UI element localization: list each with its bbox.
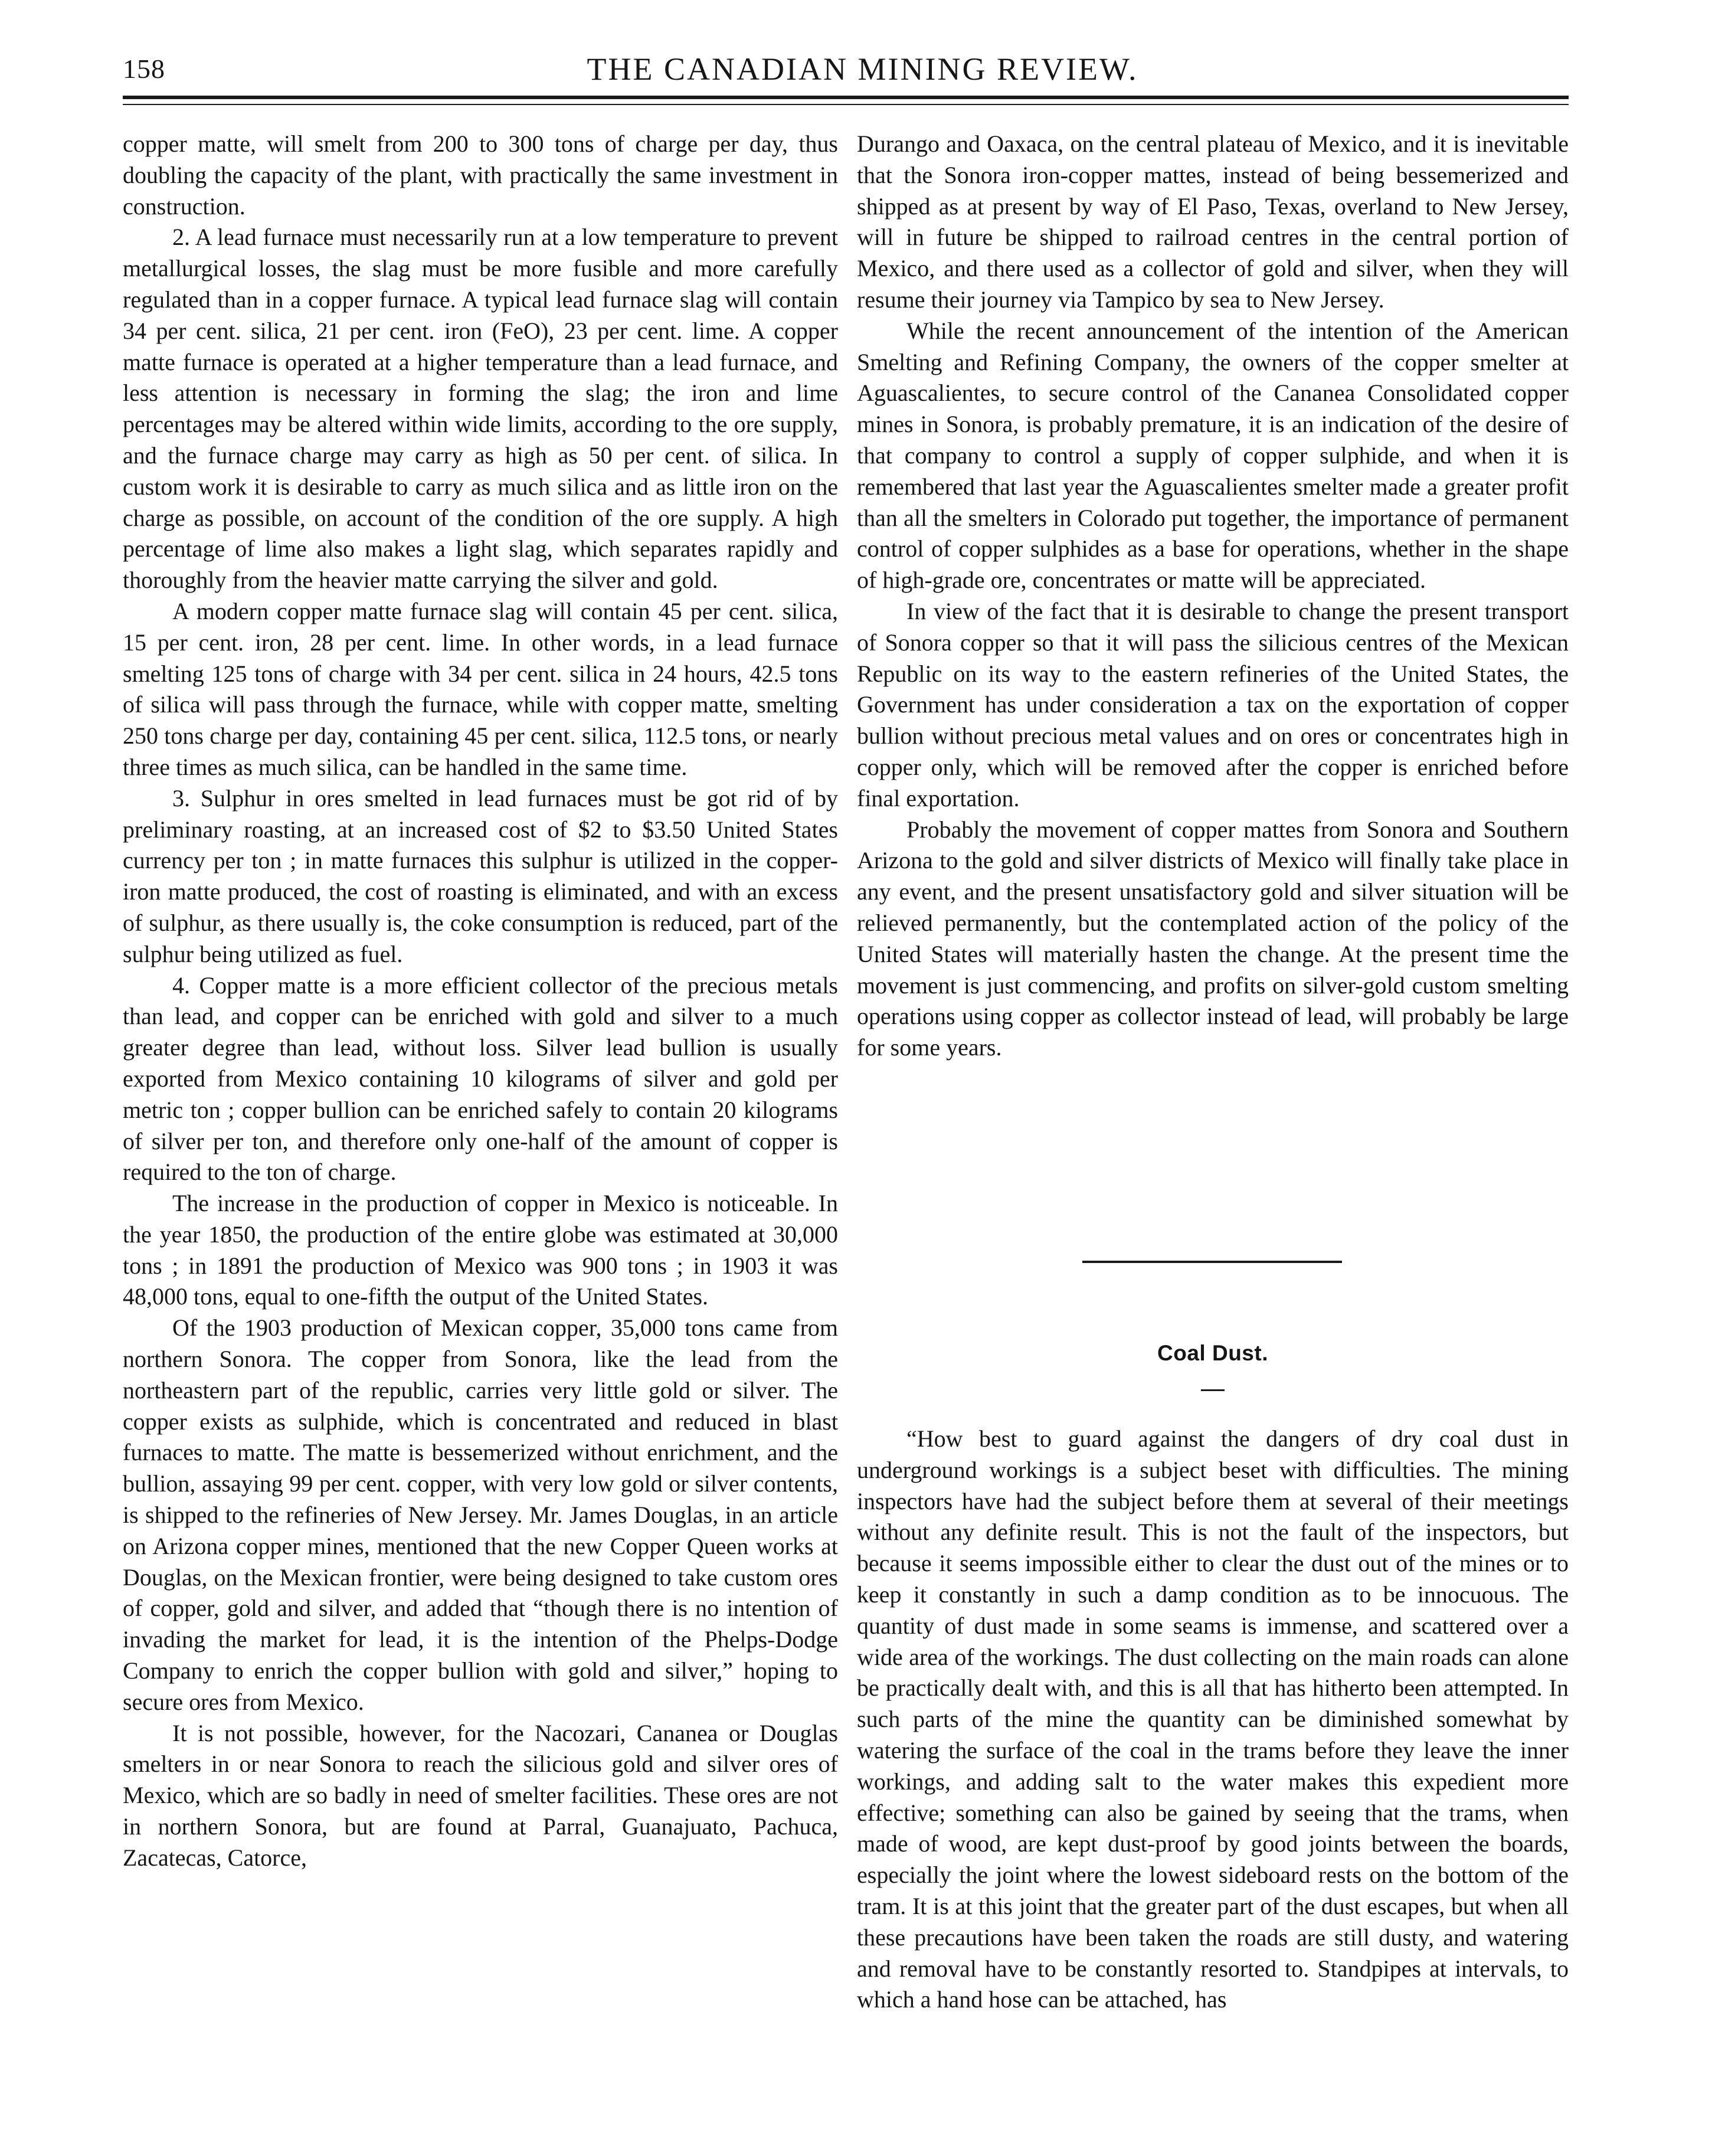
paragraph: 4. Copper matte is a more efficient collector of the precious metals than lead, and copper can be enriched with gold and silver to a much greater degree than lead, without loss. Silver lead bullion is usually exported from Mexico containing 10 kilograms of silver and gold per metric ton ; copper bullion can be enriched safely to contain 20 kilograms of silver per ton, and therefore only one-half of the amount of copper is required to the ton of charge. [123, 971, 838, 1186]
paragraph: 2. A lead furnace must necessarily run at a low temperature to prevent metallurgical losses, the slag must be more fusible and more carefully regulated than in a copper furnace. A typical lead furnace slag will contain 34 per cent. silica, 21 per cent. iron (FeO), 23 per cent. lime. A copper matte furnace is operated at a higher temperature than a lead furnace, and less attention is necessary in forming the slag; the iron and lime percentages may be altered within wide limits, according to the ore supply, and the furnace charge may carry as high as 50 per cent. of silica. In custom work it is desirable to carry as much silica and as little iron on the charge as possible, on account of the condition of the ore supply. A high percentage of lime also makes a light slag, which separates rapidly and thoroughly from the heavier matte carrying the silver and gold. [123, 224, 838, 594]
left-column [123, 129, 838, 1874]
header-rule-thick [123, 96, 1569, 99]
title-dash [1201, 1389, 1225, 1391]
paragraph: 3. Sulphur in ores smelted in lead furnaces must be got rid of by preliminary roasting, at an increased cost of $2 to $3.50 United States currency per ton ; in matte furnaces this sulphur is utilized in the copper-iron matte produced, the cost of roasting is eliminated, and with an excess of sulphur, as there usually is, the coke consumption is reduced, part of the sulphur being utilized as fuel. [123, 784, 838, 967]
paragraph: In view of the fact that it is desirable to change the present transport of Sonora copper so that it will pass the silicious centres of the Mexican Republic on its way to the eastern refineries of the United States, the Government has under consideration a tax on the exportation of copper bullion without precious metal values and on ores or concentrates high in copper only, which will be removed after the copper is enriched before final exportation. [857, 597, 1569, 812]
paragraph: Of the 1903 production of Mexican copper, 35,000 tons came from northern Sonora. The copper from Sonora, like the lead from the northeastern part of the republic, carries very little gold or silver. The copper exists as sulphide, which is concentrated and reduced in blast furnaces to matte. The matte is bessemerized without enrichment, and the bullion, assaying 99 per cent. copper, with very low gold or silver contents, is shipped to the refineries of New Jersey. Mr. James Douglas, in an article on Arizona copper mines, mentioned that the new Copper Queen works at Douglas, on the Mexican frontier, were being designed to take custom ores of copper, gold and silver, and added that “though there is no intention of invading the market for lead, it is the intention of the Phelps-Dodge Company to enrich the copper bullion with gold and silver,” hoping to secure ores from Mexico. [123, 1314, 838, 1715]
right-column [857, 129, 1569, 1064]
paragraph: Durango and Oaxaca, on the central plateau of Mexico, and it is inevitable that the Sonora iron-copper mattes, instead of being bessemerized and shipped as at present by way of El Paso, Texas, overland to New Jersey, will in future be shipped to railroad centres in the central portion of Mexico, and there used as a collector of gold and silver, when they will resume their journey via Tampico by sea to New Jersey. [857, 130, 1569, 313]
paragraph: copper matte, will smelt from 200 to 300 tons of charge per day, thus doubling the capacity of the plant, with practically the same investment in construction. [123, 130, 838, 220]
paragraph: “How best to guard against the dangers of dry coal dust in underground workings is a subject beset with difficulties. The mining inspectors have had the subject before them at several of their meetings without any definite result. This is not the fault of the inspectors, but because it seems impossible either to clear the dust out of the mines or to keep it constantly in such a damp condition as to be innocuous. The quantity of dust made in some seams is immense, and scattered over a wide area of the workings. The dust collecting on the main roads can alone be practically dealt with, and this is all that has hitherto been attempted. In such parts of the mine the quantity can be diminished somewhat by watering the surface of the coal in the trams before they leave the inner workings, and adding salt to the water makes this expedient more effective; something can also be gained by seeing that the trams, when made of wood, are kept dust-proof by good joints between the boards, especially the joint where the lowest sideboard rests on the bottom of the tram. It is at this joint that the greater part of the dust escapes, but when all these precautions have been taken the roads are still dusty, and watering and removal have to be constantly resorted to. Standpipes at intervals, to which a hand hose can be attached, has [857, 1425, 1569, 2013]
paragraph: It is not possible, however, for the Nacozari, Cananea or Douglas smelters in or near Sonora to reach the silicious gold and silver ores of Mexico, which are so badly in need of smelter facilities. These ores are not in northern Sonora, but are found at Parral, Guanajuato, Pachuca, Zacatecas, Catorce, [123, 1719, 838, 1871]
section-divider-rule [1082, 1261, 1342, 1263]
header-rule-thin [123, 104, 1569, 105]
paragraph: A modern copper matte furnace slag will contain 45 per cent. silica, 15 per cent. iron, 28 per cent. lime. In other words, in a lead furnace smelting 125 tons of charge with 34 per cent. silica in 24 hours, 42.5 tons of silica will pass through the furnace, while with copper matte, smelting 250 tons charge per day, containing 45 per cent. silica, 112.5 tons, or nearly three times as much silica, can be handled in the same time. [123, 597, 838, 780]
article-title: Coal Dust. [1157, 1341, 1268, 1365]
coal-dust-article-body [857, 1424, 1569, 2016]
running-head: THE CANADIAN MINING REVIEW. [587, 51, 1138, 87]
paragraph: While the recent announcement of the intention of the American Smelting and Refining Company, the owners of the copper smelter at Aguascalientes, to secure control of the Cananea Consolidated copper mines in Sonora, is probably premature, it is an indication of the desire of that company to control a supply of copper sulphide, and when it is remembered that last year the Aguascalientes smelter made a greater profit than all the smelters in Colorado put together, the importance of permanent control of copper sulphides as a base for operations, whether in the shape of high-grade ore, concentrates or matte will be appreciated. [857, 317, 1569, 594]
paragraph: Probably the movement of copper mattes from Sonora and Southern Arizona to the gold and silver districts of Mexico will finally take place in any event, and the present unsatisfactory gold and silver situation will be relieved permanently, but the contemplated action of the policy of the United States will materially hasten the change. At the present time the movement is just commencing, and profits on silver-gold custom smelting operations using copper as collector instead of lead, will probably be large for some years. [857, 816, 1569, 1061]
paragraph: The increase in the production of copper in Mexico is noticeable. In the year 1850, the production of the entire globe was estimated at 30,000 tons ; in 1891 the production of Mexico was 900 tons ; in 1903 it was 48,000 tons, equal to one-fifth the output of the United States. [123, 1190, 838, 1310]
page-number: 158 [123, 54, 165, 84]
